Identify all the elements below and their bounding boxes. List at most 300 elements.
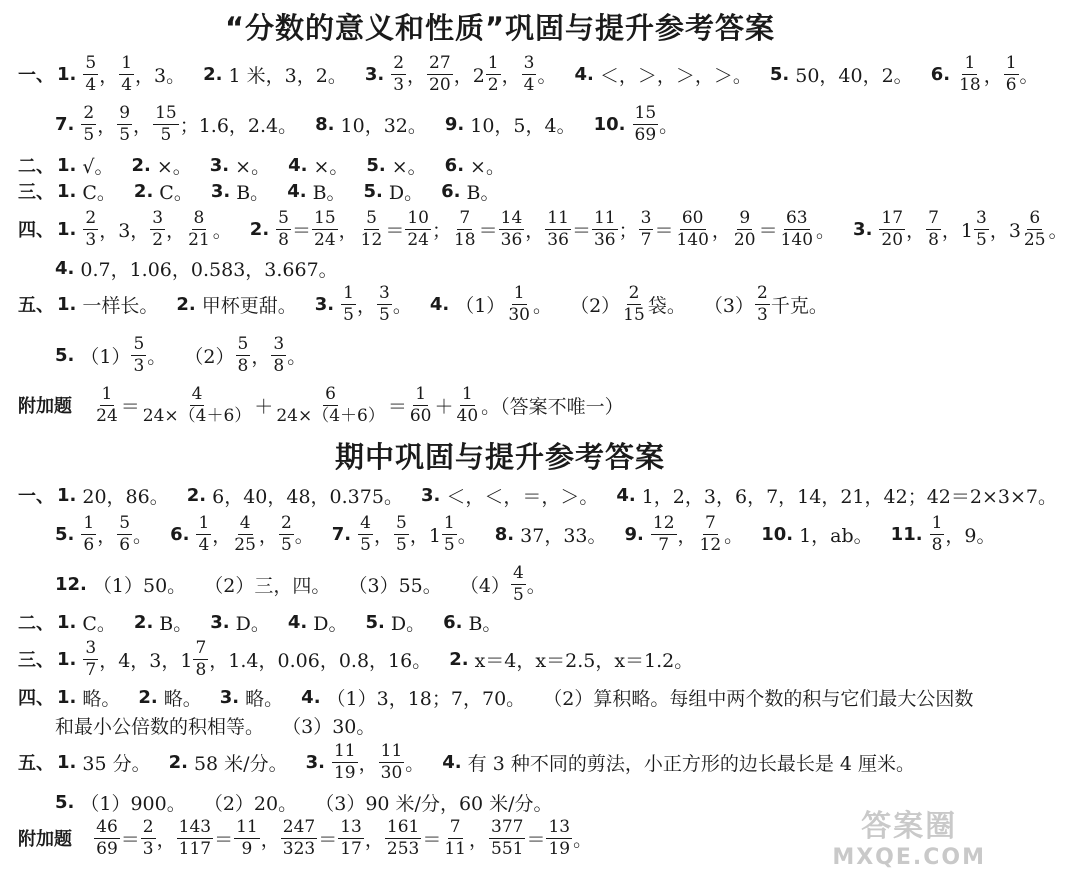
answer-text: 。 xyxy=(212,219,232,242)
answer-text: ＝ xyxy=(214,828,234,851)
answer-text: D。 xyxy=(388,181,424,204)
answer-text: D。 xyxy=(390,612,426,635)
numerator: 11 xyxy=(380,740,403,761)
answer-text: 一样长。 xyxy=(82,294,159,317)
numerator: 10 xyxy=(407,207,429,228)
answer-text: 58 米/分。 xyxy=(193,752,288,775)
fraction xyxy=(117,512,132,555)
question-number: 2. xyxy=(203,63,223,85)
answer-text: ＝ xyxy=(422,828,442,851)
answer-text: C。 xyxy=(159,181,193,204)
answer-text: ×。 xyxy=(470,155,505,178)
fraction xyxy=(926,207,941,250)
answer-text: 50，40，2。 xyxy=(795,64,913,87)
answer-text: ， xyxy=(212,524,232,547)
denominator: 20 xyxy=(733,229,756,250)
numerator: 27 xyxy=(429,52,451,73)
denominator: 117 xyxy=(178,838,212,859)
question-number: 8. xyxy=(315,113,335,135)
numerator: 5 xyxy=(133,333,145,354)
denominator: 24 xyxy=(314,229,336,250)
numerator: 1 xyxy=(198,512,210,533)
fraction xyxy=(117,102,132,145)
answer-text: ， xyxy=(373,524,393,547)
numerator: 1 xyxy=(343,282,354,303)
answer-text: ，1 xyxy=(941,219,973,242)
question-number: 5. xyxy=(55,344,75,366)
answer-text: ，3。 xyxy=(135,64,186,87)
numerator: 161 xyxy=(386,816,420,837)
denominator: 12 xyxy=(699,534,722,555)
section-label: 五、 xyxy=(18,295,54,316)
question-number: 1. xyxy=(57,484,77,506)
numerator: 1 xyxy=(443,512,455,533)
fraction xyxy=(394,512,409,555)
question-number: 5. xyxy=(55,523,75,545)
question-number: 10. xyxy=(593,113,626,135)
page-title-2: 期中巩固与提升参考答案 xyxy=(334,440,665,474)
fraction xyxy=(486,52,501,95)
fraction xyxy=(131,333,146,376)
answer-text: ×。 xyxy=(313,155,349,178)
denominator: 69 xyxy=(634,124,657,145)
section-label: 三、 xyxy=(18,182,54,203)
question-number: 2. xyxy=(449,648,469,670)
answer-text: D。 xyxy=(235,612,270,635)
denominator: 140 xyxy=(676,229,709,250)
denominator: 4 xyxy=(85,74,97,95)
answer-text: C。 xyxy=(82,612,116,635)
answer-text: 略。 xyxy=(245,687,284,710)
answer-text: B。 xyxy=(466,181,500,204)
question-number: 9. xyxy=(444,113,465,135)
answer-text: ， xyxy=(338,219,358,242)
numerator: 46 xyxy=(96,816,118,837)
fraction xyxy=(698,512,724,555)
denominator: 18 xyxy=(453,229,476,250)
answer-text: ， xyxy=(525,219,545,242)
fraction xyxy=(359,207,385,250)
answer-text: 35 分。 xyxy=(82,752,151,775)
answer-text: 袋。 （3） xyxy=(647,294,755,317)
numerator: 4 xyxy=(239,512,251,533)
question-number: 5. xyxy=(55,791,75,813)
denominator: 140 xyxy=(780,229,814,250)
watermark xyxy=(832,801,986,870)
answer-text: 略。 xyxy=(163,687,202,710)
fraction xyxy=(232,512,258,555)
answer-text: 。 xyxy=(405,752,425,775)
question-number: 1. xyxy=(57,293,77,315)
answer-text: 。 （2） xyxy=(147,345,235,368)
numerator: 13 xyxy=(548,816,571,837)
fraction xyxy=(385,816,421,859)
fraction xyxy=(545,207,571,250)
numerator: 14 xyxy=(500,207,523,228)
denominator: 36 xyxy=(593,229,616,250)
fraction xyxy=(755,282,770,325)
answer-text: ， xyxy=(156,828,176,851)
answer-text: ×。 xyxy=(235,155,271,178)
answer-text: ； xyxy=(431,219,451,242)
fraction xyxy=(546,816,572,859)
denominator: 5 xyxy=(396,534,407,555)
fraction xyxy=(455,383,481,426)
numerator: 3 xyxy=(273,333,285,354)
answer-text: 和最小公倍数的积相等。 （3）30。 xyxy=(55,715,376,738)
numerator: 1 xyxy=(461,383,473,404)
answer-text: （1）900。 （2）20。 （3）90 米/分，60 米/分。 xyxy=(80,792,553,815)
denominator: 551 xyxy=(491,838,524,859)
answer-text: 。 xyxy=(392,294,412,317)
denominator: 5 xyxy=(160,124,172,145)
denominator: 7 xyxy=(85,659,97,680)
answer-text: ， xyxy=(364,828,384,851)
fraction xyxy=(94,383,120,426)
question-number: 3. xyxy=(420,484,441,506)
question-number: 3. xyxy=(314,293,335,315)
numerator: 60 xyxy=(681,207,704,228)
answer-text: ×。 xyxy=(156,155,192,178)
denominator: 6 xyxy=(1005,74,1017,95)
answer-text: ＝ xyxy=(387,395,407,418)
question-number: 3. xyxy=(853,218,873,240)
denominator: 30 xyxy=(508,304,530,325)
numerator: 143 xyxy=(178,816,212,837)
section-label: 二、 xyxy=(18,613,54,634)
denominator: 21 xyxy=(188,229,210,250)
answer-line xyxy=(18,280,828,328)
numerator: 9 xyxy=(739,207,751,228)
denominator: 9 xyxy=(241,838,253,859)
numerator: 11 xyxy=(593,207,616,228)
fraction xyxy=(732,207,758,250)
denominator: 8 xyxy=(931,534,943,555)
answer-text: ， xyxy=(356,294,376,317)
question-number: 4. xyxy=(442,751,462,773)
numerator: 1 xyxy=(931,512,943,533)
denominator: 5 xyxy=(443,534,455,555)
answer-text: ＝ xyxy=(571,219,591,242)
numerator: 2 xyxy=(85,207,97,228)
answer-text: 。（答案不唯一） xyxy=(481,395,624,418)
question-number: 3. xyxy=(305,751,325,773)
denominator: 19 xyxy=(333,762,356,783)
answer-text: ， xyxy=(258,524,278,547)
question-number: 6. xyxy=(441,180,461,202)
fraction xyxy=(427,52,453,95)
fraction xyxy=(651,512,677,555)
numerator: 2 xyxy=(280,512,292,533)
question-number: 4. xyxy=(574,63,594,85)
answer-text: ，1.4，0.06，0.8，16。 xyxy=(209,649,432,672)
numerator: 2 xyxy=(83,102,95,123)
answer-text: √。 xyxy=(82,155,114,178)
answer-line xyxy=(55,331,306,379)
denominator: 5 xyxy=(83,124,95,145)
numerator: 6 xyxy=(1029,207,1041,228)
denominator: 19 xyxy=(548,838,571,859)
answer-line xyxy=(55,510,995,558)
numerator: 5 xyxy=(366,207,377,228)
denominator: 5 xyxy=(119,124,131,145)
question-number: 1. xyxy=(57,611,77,633)
answer-text: ＜，＞，＞，＞。 xyxy=(599,64,752,87)
denominator: 60 xyxy=(409,405,432,426)
denominator: 323 xyxy=(282,838,316,859)
question-number: 4. xyxy=(616,484,636,506)
numerator: 1 xyxy=(121,52,133,73)
numerator: 17 xyxy=(881,207,904,228)
answer-text: 。 xyxy=(294,524,314,547)
fraction xyxy=(83,207,98,250)
answer-text: ＝ xyxy=(478,219,498,242)
numerator: 5 xyxy=(85,52,97,73)
answer-text: ， xyxy=(677,524,697,547)
question-number: 7. xyxy=(331,523,352,545)
answer-text: B。 xyxy=(236,181,270,204)
fraction xyxy=(276,207,291,250)
fraction xyxy=(379,740,405,783)
question-number: 2. xyxy=(186,484,207,506)
answer-text: ， xyxy=(260,828,280,851)
answer-text: ； xyxy=(618,219,638,242)
fraction xyxy=(639,207,654,250)
fraction xyxy=(312,207,338,250)
fraction xyxy=(522,52,537,95)
answer-text: 0.7，1.06，0.583，3.667。 xyxy=(80,258,338,281)
question-number: 3. xyxy=(210,180,231,202)
answer-text: 37，33。 xyxy=(520,524,607,547)
question-number: 5. xyxy=(769,63,790,85)
fraction xyxy=(332,740,358,783)
answer-text: 略。 xyxy=(82,687,121,710)
numerator: 377 xyxy=(491,816,524,837)
numerator: 12 xyxy=(652,512,675,533)
answer-line xyxy=(18,814,592,862)
denominator: 3 xyxy=(757,304,768,325)
denominator: 2 xyxy=(487,74,499,95)
watermark-url: MXQE.COM xyxy=(832,845,986,870)
answer-text: ＝ xyxy=(758,219,778,242)
denominator: 24×（4＋6） xyxy=(276,405,385,426)
numerator: 4 xyxy=(191,383,203,404)
section-label: 一、 xyxy=(18,486,54,507)
numerator: 1 xyxy=(964,52,976,73)
denominator: 5 xyxy=(976,229,987,250)
question-number: 1. xyxy=(57,154,77,176)
fraction xyxy=(391,52,406,95)
question-number: 6. xyxy=(443,611,463,633)
question-number: 1. xyxy=(57,218,77,240)
denominator: 8 xyxy=(195,659,207,680)
answer-text: 1，2，3，6，7，14，21，42；42＝2×3×7。 xyxy=(641,485,1057,508)
answer-text: ，1 xyxy=(409,524,441,547)
denominator: 36 xyxy=(547,229,569,250)
answer-text: ＝ xyxy=(654,219,674,242)
denominator: 253 xyxy=(386,838,420,859)
fraction xyxy=(186,207,212,250)
denominator: 17 xyxy=(340,838,362,859)
question-number: 4. xyxy=(287,180,307,202)
answer-text: ， xyxy=(97,114,117,137)
question-number: 7. xyxy=(55,113,75,135)
fraction xyxy=(279,512,294,555)
answer-text: 。 xyxy=(659,114,679,137)
fraction xyxy=(592,207,618,250)
fraction xyxy=(442,816,468,859)
section-label: 附加题 xyxy=(18,829,72,850)
fraction xyxy=(119,52,134,95)
numerator: 7 xyxy=(459,207,471,228)
answer-text: B。 xyxy=(312,181,346,204)
answer-text: ，3 xyxy=(989,219,1021,242)
numerator: 5 xyxy=(278,207,289,228)
answer-text: ＝ xyxy=(385,219,405,242)
fraction xyxy=(153,102,179,145)
fraction xyxy=(452,207,478,250)
answer-text: 甲杯更甜。 xyxy=(201,294,297,317)
fraction xyxy=(177,816,213,859)
numerator: 1 xyxy=(513,282,525,303)
fraction xyxy=(442,512,457,555)
answer-text: 。 xyxy=(573,828,593,851)
fraction xyxy=(408,383,434,426)
denominator: 3 xyxy=(85,229,97,250)
denominator: 11 xyxy=(444,838,466,859)
numerator: 2 xyxy=(142,816,154,837)
question-number: 1. xyxy=(57,63,77,85)
fraction xyxy=(1004,52,1019,95)
denominator: 2 xyxy=(152,229,164,250)
answer-text: ＋ xyxy=(254,395,274,418)
answer-line xyxy=(18,381,624,429)
numerator: 1 xyxy=(101,383,113,404)
denominator: 18 xyxy=(959,74,981,95)
denominator: 6 xyxy=(83,534,95,555)
fraction xyxy=(81,102,96,145)
answer-text: ，2 xyxy=(453,64,485,87)
answer-text: ＋ xyxy=(434,395,454,418)
fraction xyxy=(141,816,156,859)
numerator: 7 xyxy=(449,816,461,837)
fraction xyxy=(236,333,251,376)
answer-text: 有 3 种不同的剪法，小正方形的边长最长是 4 厘米。 xyxy=(467,752,915,775)
denominator: 36 xyxy=(500,229,523,250)
numerator: 4 xyxy=(360,512,371,533)
answer-text: ， xyxy=(133,114,153,137)
numerator: 3 xyxy=(523,52,535,73)
numerator: 5 xyxy=(396,512,407,533)
numerator: 13 xyxy=(340,816,362,837)
fraction xyxy=(281,816,317,859)
numerator: 11 xyxy=(333,740,356,761)
numerator: 2 xyxy=(393,52,405,73)
numerator: 15 xyxy=(155,102,177,123)
numerator: 8 xyxy=(193,207,205,228)
denominator: 5 xyxy=(360,534,371,555)
numerator: 4 xyxy=(512,562,524,583)
answer-text: 。 xyxy=(537,64,557,87)
section-label: 附加题 xyxy=(18,396,72,417)
answer-text: 。 （2） xyxy=(532,294,621,317)
question-number: 2. xyxy=(133,180,154,202)
question-number: 1. xyxy=(57,648,77,670)
question-number: 4. xyxy=(287,611,308,633)
answer-text: ， xyxy=(407,64,427,87)
question-number: 9. xyxy=(624,523,644,545)
numerator: 7 xyxy=(195,637,207,658)
answer-text: ， xyxy=(468,828,488,851)
numerator: 63 xyxy=(785,207,808,228)
section-label: 五、 xyxy=(18,753,54,774)
denominator: 4 xyxy=(121,74,133,95)
fraction xyxy=(341,282,356,325)
denominator: 4 xyxy=(198,534,210,555)
fraction xyxy=(879,207,905,250)
answer-line xyxy=(18,50,1039,98)
answer-text: ＜，＜，＝，＞。 xyxy=(446,485,599,508)
fraction xyxy=(930,512,945,555)
fraction xyxy=(621,282,647,325)
denominator: 8 xyxy=(237,355,249,376)
numerator: 15 xyxy=(314,207,336,228)
section-label: 四、 xyxy=(18,688,54,709)
section-label: 四、 xyxy=(18,220,54,241)
fraction xyxy=(511,562,526,605)
denominator: 5 xyxy=(280,534,292,555)
question-number: 4. xyxy=(288,154,308,176)
denominator: 30 xyxy=(380,762,403,783)
denominator: 6 xyxy=(119,534,131,555)
denominator: 20 xyxy=(429,74,451,95)
answer-text: （1）3，18；7，70。 （2）算积略。每组中两个数的积与它们最大公因数 xyxy=(326,687,974,710)
answer-text: 。 xyxy=(287,345,307,368)
answer-text: 10，32。 xyxy=(340,114,427,137)
answer-text: ＝ xyxy=(318,828,338,851)
fraction xyxy=(779,207,815,250)
denominator: 12 xyxy=(360,229,383,250)
fraction xyxy=(377,282,392,325)
answer-text: （1）50。 （2）三，四。 （3）55。 （4） xyxy=(92,574,510,597)
fraction xyxy=(83,52,98,95)
denominator: 3 xyxy=(142,838,154,859)
fraction xyxy=(338,816,364,859)
answer-text: 。 xyxy=(1048,219,1068,242)
denominator: 40 xyxy=(456,405,479,426)
numerator: 1 xyxy=(1005,52,1017,73)
numerator: 1 xyxy=(415,383,427,404)
question-number: 5. xyxy=(366,154,386,176)
answer-text: ＝ xyxy=(120,395,140,418)
denominator: 3 xyxy=(133,355,145,376)
fraction xyxy=(358,512,373,555)
answer-text: ；1.6，2.4。 xyxy=(179,114,298,137)
answer-text: ＝ xyxy=(120,828,140,851)
question-number: 8. xyxy=(494,523,515,545)
denominator: 24×（4＋6） xyxy=(142,405,252,426)
numerator: 3 xyxy=(640,207,652,228)
answer-text: 。 xyxy=(457,524,477,547)
question-number: 2. xyxy=(168,751,188,773)
answer-text: 。 xyxy=(526,574,546,597)
fraction xyxy=(234,816,260,859)
fraction xyxy=(271,333,286,376)
question-number: 2. xyxy=(131,154,151,176)
question-number: 2. xyxy=(249,218,270,240)
question-number: 2. xyxy=(138,686,158,708)
page-title-1: “分数的意义和性质”巩固与提升参考答案 xyxy=(224,11,776,45)
